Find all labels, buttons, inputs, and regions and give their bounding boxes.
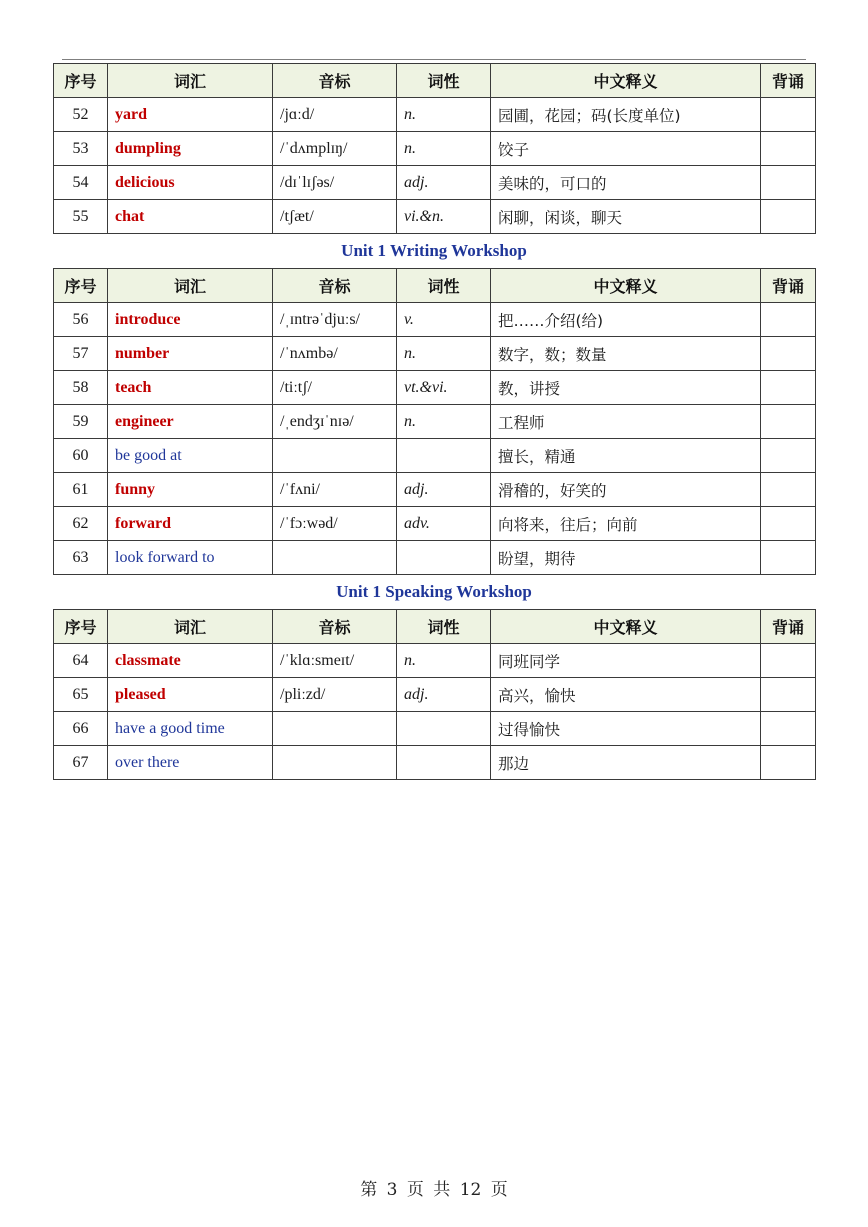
chinese-meaning: 数字，数；数量 xyxy=(491,337,761,371)
table-row xyxy=(54,132,816,166)
recite-cell xyxy=(761,405,816,439)
part-of-speech xyxy=(397,541,491,575)
recite-cell xyxy=(761,98,816,132)
phonetic: /ˈfɔːwəd/ xyxy=(273,507,397,541)
chinese-meaning: 擅长，精通 xyxy=(491,439,761,473)
table-row xyxy=(54,473,816,507)
vocab-word-text: engineer xyxy=(115,412,174,430)
header-word: 词汇 xyxy=(108,64,273,98)
vocab-word xyxy=(108,132,273,166)
row-number: 66 xyxy=(54,712,108,746)
vocab-word xyxy=(108,371,273,405)
part-of-speech: n. xyxy=(397,405,491,439)
part-of-speech: adj. xyxy=(397,166,491,200)
table-row xyxy=(54,405,816,439)
header-pos: 词性 xyxy=(397,64,491,98)
chinese-meaning: 把……介绍(给) xyxy=(491,303,761,337)
table-row xyxy=(54,166,816,200)
recite-cell xyxy=(761,371,816,405)
vocab-word-text: dumpling xyxy=(115,139,181,157)
vocab-word xyxy=(108,405,273,439)
table-row xyxy=(54,644,816,678)
header-meaning: 中文释义 xyxy=(491,269,761,303)
table-row xyxy=(54,541,816,575)
part-of-speech: vt.&vi. xyxy=(397,371,491,405)
header-pos: 词性 xyxy=(397,269,491,303)
chinese-meaning: 美味的，可口的 xyxy=(491,166,761,200)
row-number: 54 xyxy=(54,166,108,200)
table-row xyxy=(54,200,816,234)
vocab-word-text: teach xyxy=(115,378,152,396)
header-num: 序号 xyxy=(54,64,108,98)
table-row xyxy=(54,439,816,473)
part-of-speech: n. xyxy=(397,337,491,371)
phonetic: /ˈklɑːsmeɪt/ xyxy=(273,644,397,678)
recite-cell xyxy=(761,439,816,473)
phonetic: /jɑːd/ xyxy=(273,98,397,132)
chinese-meaning: 园圃，花园；码(长度单位) xyxy=(491,98,761,132)
header-meaning: 中文释义 xyxy=(491,64,761,98)
recite-cell xyxy=(761,473,816,507)
row-number: 65 xyxy=(54,678,108,712)
chinese-meaning: 闲聊，闲谈，聊天 xyxy=(491,200,761,234)
phonetic xyxy=(273,712,397,746)
vocab-word-text: yard xyxy=(115,105,147,123)
table-row xyxy=(54,303,816,337)
vocab-table xyxy=(53,609,816,780)
vocab-word-text: forward xyxy=(115,514,171,532)
part-of-speech: adj. xyxy=(397,678,491,712)
chinese-meaning: 盼望，期待 xyxy=(491,541,761,575)
row-number: 57 xyxy=(54,337,108,371)
part-of-speech: vi.&n. xyxy=(397,200,491,234)
header-phonetic: 音标 xyxy=(273,610,397,644)
recite-cell xyxy=(761,541,816,575)
section-title: Unit 1 Writing Workshop xyxy=(341,241,527,260)
header-num: 序号 xyxy=(54,610,108,644)
vocab-word xyxy=(108,473,273,507)
row-number: 53 xyxy=(54,132,108,166)
recite-cell xyxy=(761,166,816,200)
phonetic: /ˈnʌmbə/ xyxy=(273,337,397,371)
header-meaning: 中文释义 xyxy=(491,610,761,644)
vocab-word-text: funny xyxy=(115,480,156,498)
table-row xyxy=(54,507,816,541)
table-row xyxy=(54,712,816,746)
vocab-word-text: introduce xyxy=(115,310,181,328)
vocab-phrase-text: have a good time xyxy=(115,719,225,737)
phonetic xyxy=(273,541,397,575)
vocab-word-text: pleased xyxy=(115,685,166,703)
header-phonetic: 音标 xyxy=(273,64,397,98)
header-recite: 背诵 xyxy=(761,610,816,644)
vocabulary-document xyxy=(53,63,815,780)
part-of-speech xyxy=(397,712,491,746)
chinese-meaning: 饺子 xyxy=(491,132,761,166)
row-number: 56 xyxy=(54,303,108,337)
vocab-word xyxy=(108,166,273,200)
table-header-row xyxy=(54,64,816,98)
table-row xyxy=(54,371,816,405)
vocab-word-text: chat xyxy=(115,207,145,225)
header-pos: 词性 xyxy=(397,610,491,644)
table-header-row xyxy=(54,610,816,644)
part-of-speech: adj. xyxy=(397,473,491,507)
chinese-meaning: 工程师 xyxy=(491,405,761,439)
vocab-word-text: delicious xyxy=(115,173,175,191)
part-of-speech: adv. xyxy=(397,507,491,541)
page-footer: 第 3 页 共 12 页 xyxy=(360,1180,508,1200)
recite-cell xyxy=(761,678,816,712)
table-row xyxy=(54,746,816,780)
phonetic: /ˈdʌmplɪŋ/ xyxy=(273,132,397,166)
section-title: Unit 1 Speaking Workshop xyxy=(336,582,532,601)
chinese-meaning: 同班同学 xyxy=(491,644,761,678)
phonetic xyxy=(273,746,397,780)
row-number: 59 xyxy=(54,405,108,439)
row-number: 62 xyxy=(54,507,108,541)
table-row xyxy=(54,678,816,712)
recite-cell xyxy=(761,507,816,541)
recite-cell xyxy=(761,200,816,234)
chinese-meaning: 教，讲授 xyxy=(491,371,761,405)
row-number: 52 xyxy=(54,98,108,132)
vocab-word xyxy=(108,541,273,575)
chinese-meaning: 向将来，往后；向前 xyxy=(491,507,761,541)
row-number: 60 xyxy=(54,439,108,473)
vocab-word xyxy=(108,507,273,541)
chinese-meaning: 滑稽的，好笑的 xyxy=(491,473,761,507)
row-number: 61 xyxy=(54,473,108,507)
phonetic: /ˈfʌni/ xyxy=(273,473,397,507)
part-of-speech xyxy=(397,746,491,780)
recite-cell xyxy=(761,303,816,337)
header-recite: 背诵 xyxy=(761,64,816,98)
recite-cell xyxy=(761,132,816,166)
vocab-phrase-text: be good at xyxy=(115,446,182,464)
recite-cell xyxy=(761,712,816,746)
phonetic xyxy=(273,439,397,473)
vocab-phrase-text: look forward to xyxy=(115,548,215,566)
row-number: 58 xyxy=(54,371,108,405)
header-rule xyxy=(62,59,806,60)
vocab-phrase-text: over there xyxy=(115,753,180,771)
vocab-word xyxy=(108,303,273,337)
phonetic: /tiːtʃ/ xyxy=(273,371,397,405)
vocab-word xyxy=(108,200,273,234)
vocab-word xyxy=(108,678,273,712)
chinese-meaning: 高兴，愉快 xyxy=(491,678,761,712)
header-phonetic: 音标 xyxy=(273,269,397,303)
recite-cell xyxy=(761,337,816,371)
header-num: 序号 xyxy=(54,269,108,303)
part-of-speech: n. xyxy=(397,98,491,132)
phonetic: /ˌɪntrəˈdjuːs/ xyxy=(273,303,397,337)
recite-cell xyxy=(761,644,816,678)
row-number: 67 xyxy=(54,746,108,780)
vocab-word xyxy=(108,98,273,132)
row-number: 55 xyxy=(54,200,108,234)
header-word: 词汇 xyxy=(108,269,273,303)
vocab-word xyxy=(108,712,273,746)
vocab-table xyxy=(53,63,816,234)
phonetic: /tʃæt/ xyxy=(273,200,397,234)
vocab-word xyxy=(108,337,273,371)
vocab-word xyxy=(108,644,273,678)
part-of-speech: n. xyxy=(397,132,491,166)
vocab-word xyxy=(108,746,273,780)
table-header-row xyxy=(54,269,816,303)
chinese-meaning: 那边 xyxy=(491,746,761,780)
table-row xyxy=(54,98,816,132)
header-recite: 背诵 xyxy=(761,269,816,303)
vocab-word xyxy=(108,439,273,473)
part-of-speech xyxy=(397,439,491,473)
part-of-speech: v. xyxy=(397,303,491,337)
chinese-meaning: 过得愉快 xyxy=(491,712,761,746)
phonetic: /dɪˈlɪʃəs/ xyxy=(273,166,397,200)
row-number: 64 xyxy=(54,644,108,678)
part-of-speech: n. xyxy=(397,644,491,678)
phonetic: /pliːzd/ xyxy=(273,678,397,712)
row-number: 63 xyxy=(54,541,108,575)
vocab-table xyxy=(53,268,816,575)
vocab-word-text: classmate xyxy=(115,651,181,669)
header-word: 词汇 xyxy=(108,610,273,644)
table-row xyxy=(54,337,816,371)
recite-cell xyxy=(761,746,816,780)
phonetic: /ˌendʒɪˈnɪə/ xyxy=(273,405,397,439)
vocab-word-text: number xyxy=(115,344,170,362)
